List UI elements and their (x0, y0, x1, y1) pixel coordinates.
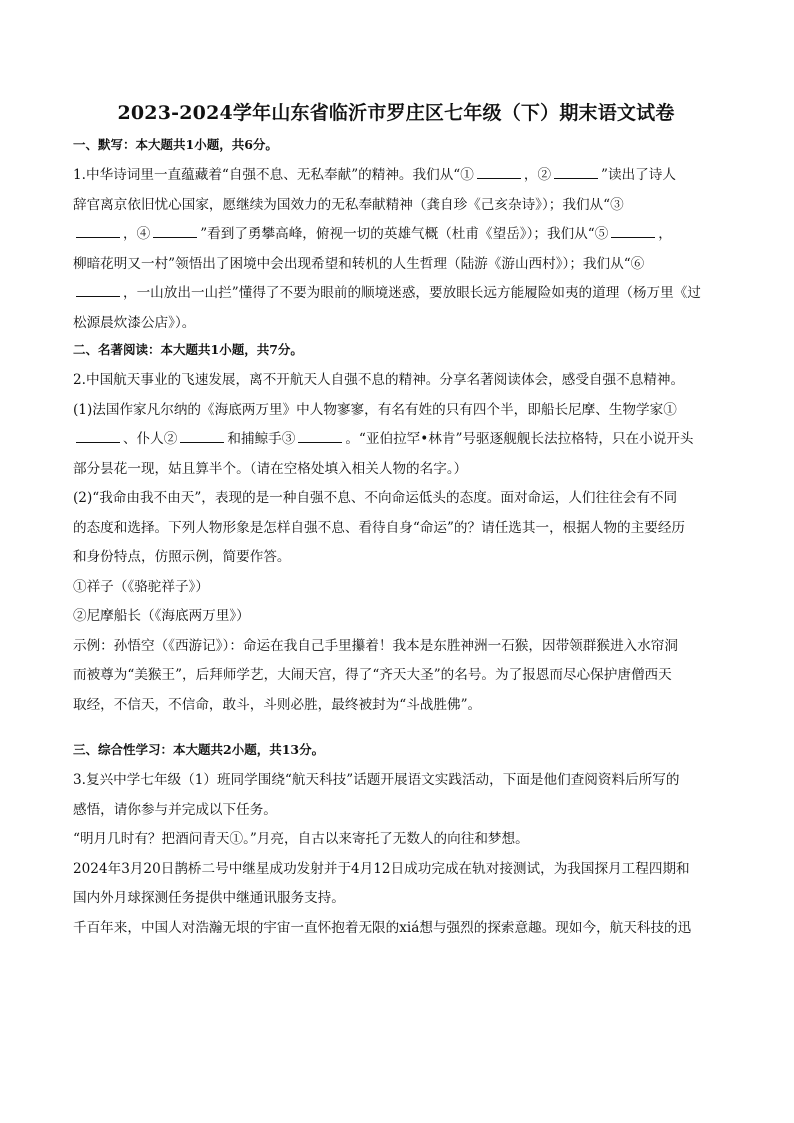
answer-blank-8[interactable] (180, 428, 224, 443)
q2-part1-line-3: 部分昙花一现，姑且算半个。（请在空格处填入相关人物的名字。） (73, 460, 468, 477)
question-1 (73, 161, 719, 338)
q3-line-6: 千百年来，中国人对浩瀚无垠的宇宙一直怀抱着无限的xiá想与强烈的探索意趣。现如今，航天科技的迅 (73, 919, 692, 936)
answer-blank-6[interactable] (76, 282, 120, 297)
section-heading-dictation: 一、默写：本大题共1小题，共6分。 (73, 137, 278, 152)
question-2 (73, 366, 719, 720)
answer-blank-2[interactable] (554, 164, 598, 179)
q2-text: 、仆人② (123, 431, 178, 447)
q2-intro: 2.中国航天事业的飞速发展，离不开航天人自强不息的精神。分享名著阅读体会，感受自强不息精神。 (73, 372, 685, 388)
answer-blank-4[interactable] (153, 223, 197, 238)
answer-blank-3[interactable] (76, 223, 120, 238)
q3-line-1: 3.复兴中学七年级（1）班同学围绕“航天科技”话题开展语文实践活动，下面是他们查阅资料后所写的 (73, 772, 680, 788)
q1-line-4: 柳暗花明又一村”领悟出了困境中会出现希望和转机的人生哲理（陆游《游山西村》）；我们从“⑥ (73, 255, 645, 272)
q2-part2-line-2: 的态度和选择。下列人物形象是怎样自强不息、看待自身“命运”的？请任选其一，根据人物的主要经历 (73, 519, 686, 536)
q2-part2-line-3: 和身份特点，仿照示例，简要作答。 (73, 549, 291, 565)
section-heading-classics: 二、名著阅读：本大题共1小题，共7分。 (73, 342, 303, 357)
q2-example-line-3: 取经，不信天，不信命，敢斗，斗则必胜，最终被封为“斗战胜佛”。 (73, 696, 482, 713)
q3-line-5: 国内外月球探测任务提供中继通讯服务支持。 (73, 890, 345, 906)
q1-line-6: 松源晨炊漆公店》）。 (73, 314, 196, 331)
q2-option-1: ①祥子（《骆驼祥子》） (73, 578, 209, 595)
q2-text: 和捕鲸手③ (227, 431, 296, 447)
q2-text: 。“亚伯拉罕•林肯”号驱逐舰舰长法拉格特，只在小说开头 (345, 431, 694, 447)
q2-part1-line-2 (73, 425, 719, 455)
q2-part1-line-1: (1)法国作家凡尔纳的《海底两万里》中人物寥寥，有名有姓的只有四个半，即船长尼摩、生物学家① (73, 401, 677, 418)
answer-blank-7[interactable] (76, 428, 120, 443)
q1-text: ”看到了勇攀高峰，俯视一切的英雄气概（杜甫《望岳》）；我们从“⑤ (200, 226, 609, 242)
exam-title: 2023-2024学年山东省临沂市罗庄区七年级（下）期末语文试卷 (117, 102, 675, 124)
q3-line-4: 2024年3月20日鹊桥二号中继星成功发射并于4月12日成功完成在轨对接测试，为我国探月工程四期和 (73, 860, 690, 877)
q1-text: 1.中华诗词里一直蕴藏着“自强不息、无私奉献”的精神。我们从“① (73, 167, 474, 183)
q1-text: ，④ (123, 226, 151, 242)
q2-example-line-1: 示例：孙悟空（《西游记》）：命运在我自己手里攥着！我本是东胜神洲一石猴，因带领群猴进入水帘洞 (73, 637, 678, 654)
q1-text: ，② (523, 167, 552, 183)
section-heading-comprehensive: 三、综合性学习：本大题共2小题，共13分。 (73, 742, 325, 757)
answer-blank-9[interactable] (298, 428, 342, 443)
q1-line-1 (73, 161, 719, 191)
q1-line-2: 辞官离京依旧忧心国家，愿继续为国效力的无私奉献精神（龚自珍《己亥杂诗》）；我们从“③ (73, 196, 624, 213)
answer-blank-1[interactable] (477, 164, 521, 179)
q3-line-3: “明月几时有？把酒问青天①。”月亮，自古以来寄托了无数人的向往和梦想。 (73, 831, 529, 847)
q1-text: ， (658, 226, 672, 242)
q2-example-line-2: 而被尊为“美猴王”，后拜师学艺，大闹天宫，得了“齐天大圣”的名号。为了报恩而尽心保护唐僧西天 (73, 667, 672, 683)
q1-text: ”读出了诗人 (601, 167, 676, 183)
question-3 (73, 766, 719, 943)
q1-line-5 (73, 279, 719, 309)
q1-text: ，一山放出一山拦”懂得了不要为眼前的顺境迷惑，要放眼长远方能履险如夷的道理（杨万里《过 (123, 285, 701, 301)
q3-line-2: 感悟，请你参与并完成以下任务。 (73, 801, 277, 818)
answer-blank-5[interactable] (611, 223, 655, 238)
q2-option-2: ②尼摩船长（《海底两万里》） (73, 608, 250, 624)
q1-line-3 (73, 220, 719, 250)
q2-part2-line-1: (2)“我命由我不由天”，表现的是一种自强不息、不向命运低头的态度。面对命运，人们往往会有不同 (73, 490, 678, 506)
